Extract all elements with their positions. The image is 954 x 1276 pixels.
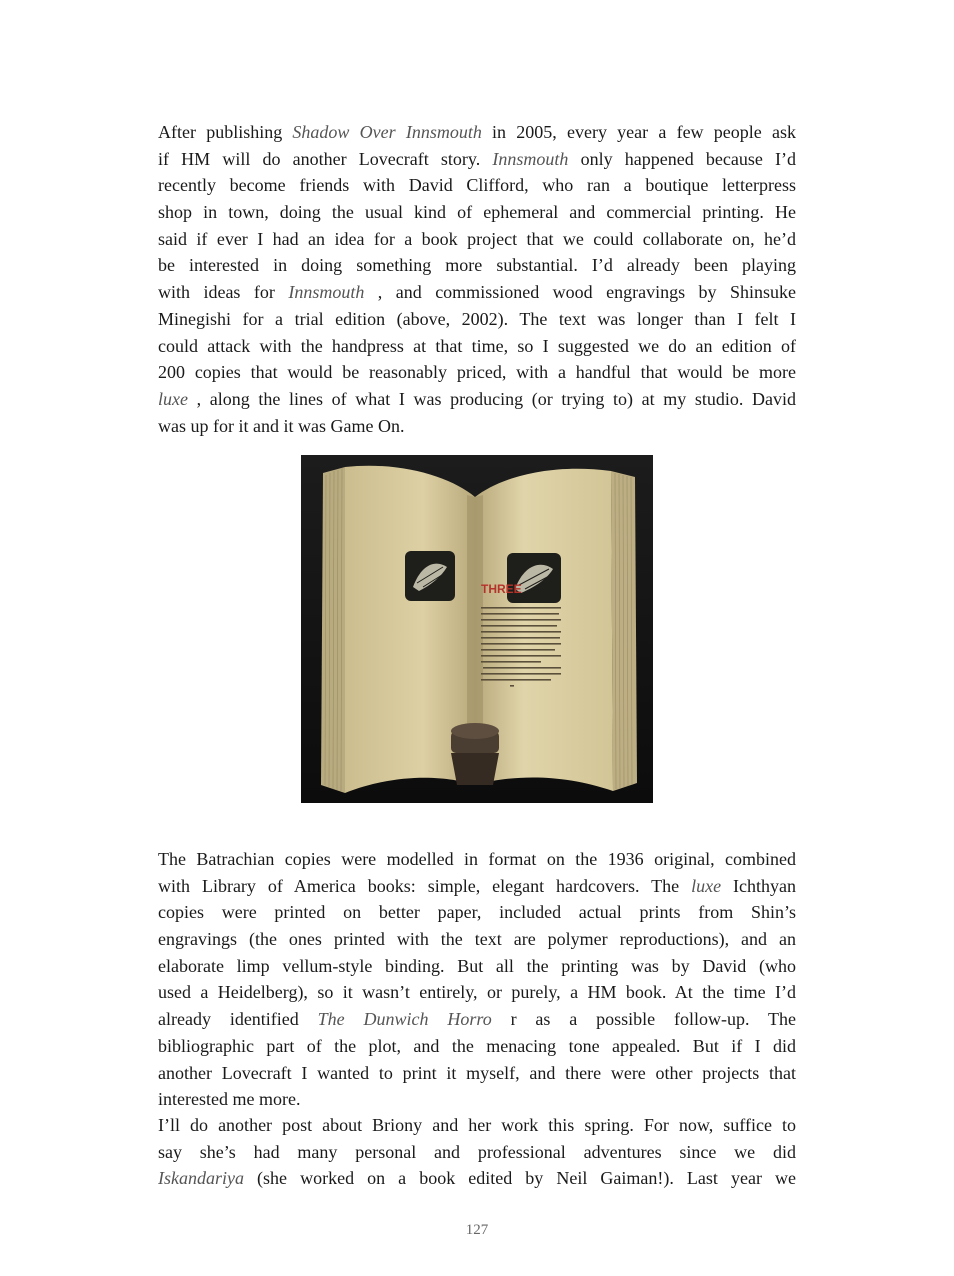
text-line: luxe , along the lines of what I was producing (or trying to) at my studio. David xyxy=(158,388,796,409)
text-line: say she’s had many personal and professional adventures since we did xyxy=(158,1141,796,1162)
text-line: used a Heidelberg), so it wasn’t entirely, or purely, a HM book. At the time I’d xyxy=(158,982,796,1003)
text-line: 200 copies that would be reasonably priced, with a handful that would be more xyxy=(158,362,796,383)
text-line: already identified The Dunwich Horro r as a possible follow-up. The xyxy=(158,1009,796,1030)
book-weight xyxy=(451,723,499,785)
text-line: be interested in doing something more substantial. I’d already been playing xyxy=(158,255,796,276)
page-number: 127 xyxy=(465,1222,489,1238)
text-line: I’ll do another post about Briony and her work this spring. For now, suffice to xyxy=(158,1115,796,1135)
text-line: elaborate limp vellum-style binding. But all the printing was by David (who xyxy=(158,955,796,976)
text-line: recently become friends with David Clifford, who ran a boutique letterpress xyxy=(158,175,796,196)
text-line: with ideas for Innsmouth , and commissioned wood engravings by Shinsuke xyxy=(158,282,796,303)
text-line: said if ever I had an idea for a book project that we could collaborate on, he’d xyxy=(158,228,796,249)
text-line: could attack with the handpress at that time, so I suggested we do an edition of xyxy=(158,335,796,356)
paragraph-3 xyxy=(158,1112,796,1192)
text-line: After publishing Shadow Over Innsmouth in 2005, every year a few people ask xyxy=(158,122,796,142)
open-book-photo xyxy=(301,455,653,803)
text-line: Minegishi for a trial edition (above, 2002). The text was longer than I felt I xyxy=(158,308,796,329)
paragraph-2 xyxy=(158,846,796,1113)
paragraph-1 xyxy=(158,119,796,439)
text-line: bibliographic part of the plot, and the menacing tone appealed. But if I did xyxy=(158,1035,796,1056)
text-line: was up for it and it was Game On. xyxy=(158,415,405,436)
text-line: The Batrachian copies were modelled in format on the 1936 original, combined xyxy=(158,849,796,869)
text-line: another Lovecraft I wanted to print it myself, and there were other projects that xyxy=(158,1062,796,1083)
text-line: shop in town, doing the usual kind of ephemeral and commercial printing. He xyxy=(158,202,796,223)
text-line: with Library of America books: simple, elegant hardcovers. The luxe Ichthyan xyxy=(158,875,796,896)
text-line: copies were printed on better paper, included actual prints from Shin’s xyxy=(158,902,796,923)
book-illustration xyxy=(301,455,653,803)
engraving-left xyxy=(405,551,455,601)
text-line: if HM will do another Lovecraft story. Innsmouth only happened because I’d xyxy=(158,148,796,169)
text-line: interested me more. xyxy=(158,1089,301,1110)
text-line: Iskandariya (she worked on a book edited by Neil Gaiman!). Last year we xyxy=(158,1168,796,1189)
text-line: engravings (the ones printed with the text are polymer reproductions), and an xyxy=(158,929,796,950)
chapter-heading: THREE xyxy=(481,582,522,596)
